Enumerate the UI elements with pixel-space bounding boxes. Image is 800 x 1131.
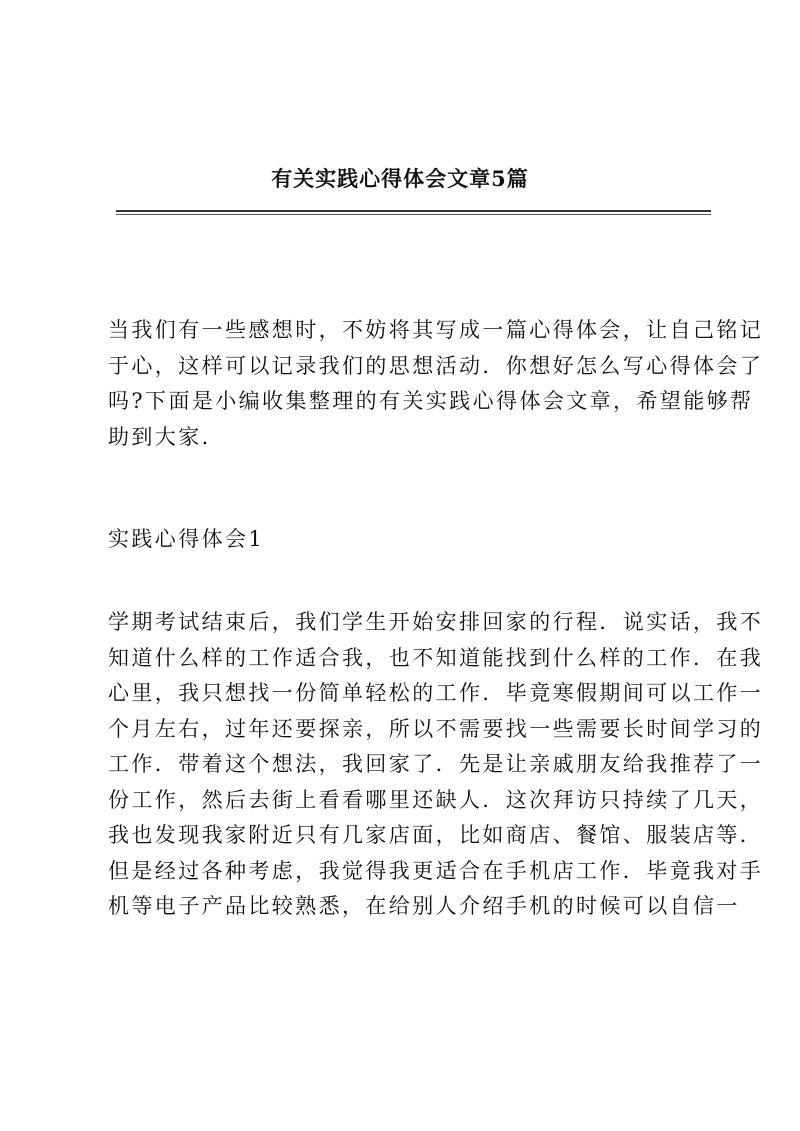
paragraph-line: 我也发现我家附近只有几家店面，比如商店、餐馆、服装店等．: [108, 823, 764, 847]
intro-paragraph: [108, 313, 764, 455]
paragraph-line: 个月左右，过年还要探亲，所以不需要找一些需要长时间学习的: [108, 716, 764, 741]
paragraph-line: 学期考试结束后，我们学生开始安排回家的行程．说实话，我不: [108, 610, 764, 634]
intro-line: 吗?下面是小编收集整理的有关实践心得体会文章，希望能够帮: [108, 389, 754, 413]
intro-line: 当我们有一些感想时，不妨将其写成一篇心得体会，让自己铭记: [108, 318, 764, 342]
intro-line: 助到大家．: [108, 424, 225, 449]
paragraph-line: 但是经过各种考虑，我觉得我更适合在手机店工作．毕竟我对手: [108, 858, 764, 883]
body-paragraph: [108, 605, 764, 925]
title-divider-thick: [116, 210, 711, 212]
title-divider-thin: [116, 214, 711, 215]
section-heading: 实践心得体会1: [108, 527, 265, 551]
paragraph-line: 份工作，然后去街上看看哪里还缺人．这次拜访只持续了几天，: [108, 787, 764, 812]
document-title: 有关实践心得体会文章5篇: [271, 166, 529, 191]
paragraph-line: 心里，我只想找一份简单轻松的工作．毕竟寒假期间可以工作一: [108, 681, 764, 705]
paragraph-line: 机等电子产品比较熟悉，在给别人介绍手机的时候可以自信一: [108, 894, 740, 918]
intro-line: 于心，这样可以记录我们的思想活动．你想好怎么写心得体会了: [108, 353, 764, 378]
paragraph-line: 知道什么样的工作适合我，也不知道能找到什么样的工作．在我: [108, 645, 764, 670]
paragraph-line: 工作．带着这个想法，我回家了．先是让亲戚朋友给我推荐了一: [108, 752, 764, 776]
